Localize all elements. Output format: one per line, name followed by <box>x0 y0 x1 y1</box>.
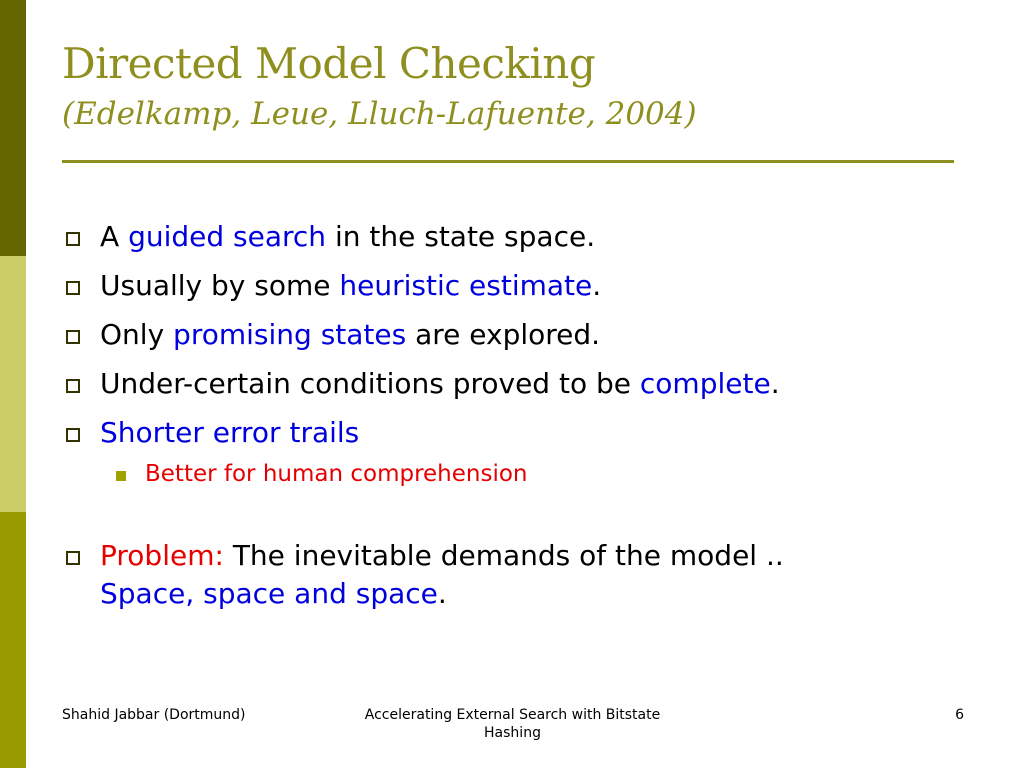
bullet-highlight: Shorter error trails <box>100 416 360 449</box>
bullet-text-pre: A <box>100 220 129 253</box>
bullet-item <box>62 218 962 256</box>
hollow-square-bullet-icon <box>66 379 80 393</box>
title-main: Directed Model Checking <box>62 39 596 88</box>
problem-label: Problem: <box>100 539 224 572</box>
bullet-highlight: promising states <box>173 318 407 351</box>
slide-title <box>62 38 697 134</box>
decor-band-top <box>0 0 26 256</box>
bullet-text-pre: Usually by some <box>100 269 340 302</box>
bullet-item <box>62 267 962 305</box>
sub-bullet-item <box>62 459 962 489</box>
bullet-highlight: guided search <box>128 220 327 253</box>
bullet-item <box>62 316 962 354</box>
problem-post: . <box>437 577 447 610</box>
decor-band-bottom <box>0 512 26 768</box>
title-sub: (Edelkamp, Leue, Lluch-Lafuente, 2004) <box>62 96 697 132</box>
title-underline <box>62 160 954 163</box>
hollow-square-bullet-icon <box>66 551 80 565</box>
hollow-square-bullet-icon <box>66 428 80 442</box>
sub-bullet-text: Better for human comprehension <box>145 461 528 487</box>
footer-author: Shahid Jabbar (Dortmund) <box>62 707 246 723</box>
footer-talk-title: Accelerating External Search with Bitstate Hashing <box>364 707 661 741</box>
filled-square-bullet-icon <box>116 471 126 481</box>
bullet-list <box>62 218 962 624</box>
bullet-item <box>62 365 962 403</box>
problem-text: The inevitable demands of the model .. <box>223 539 784 572</box>
hollow-square-bullet-icon <box>66 232 80 246</box>
slide-number: 6 <box>955 707 964 723</box>
decor-band-middle <box>0 256 26 512</box>
bullet-text-post: are explored. <box>406 318 601 351</box>
problem-bullet <box>62 537 962 613</box>
bullet-text-post: in the state space. <box>326 220 596 253</box>
bullet-highlight: heuristic estimate <box>339 269 593 302</box>
bullet-highlight: complete <box>639 367 771 400</box>
problem-highlight: Space, space and space <box>100 577 438 610</box>
bullet-text-pre: Only <box>100 318 174 351</box>
bullet-text-post: . <box>770 367 780 400</box>
bullet-text-post: . <box>592 269 602 302</box>
hollow-square-bullet-icon <box>66 281 80 295</box>
hollow-square-bullet-icon <box>66 330 80 344</box>
bullet-item <box>62 414 962 452</box>
bullet-text-pre: Under-certain conditions proved to be <box>100 367 640 400</box>
